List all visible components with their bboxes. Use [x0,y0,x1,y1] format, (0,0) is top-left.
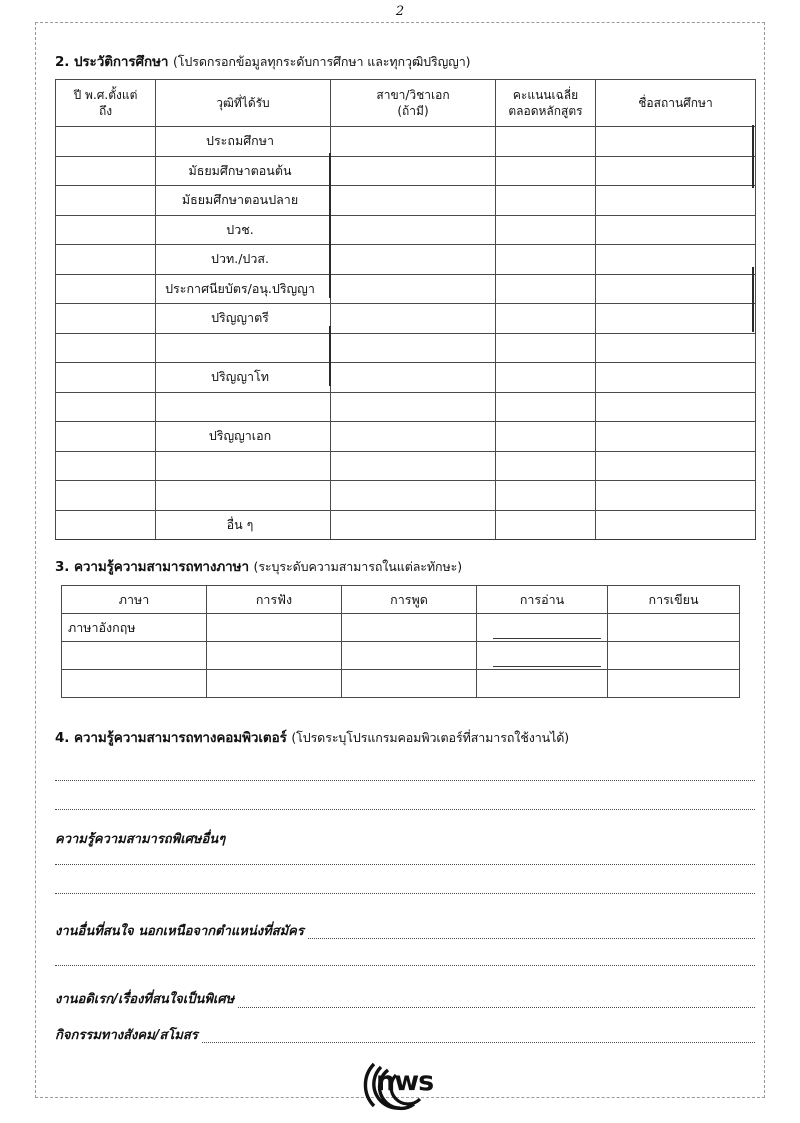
col-header-language: ภาษา [62,586,207,614]
social-activity-input[interactable] [202,1031,755,1043]
special-skills-label: ความรู้ความสามารถพิเศษอื่นๆ [55,832,226,847]
cell-reading[interactable] [477,670,608,698]
cell-level: อื่น ๆ [156,510,331,540]
cell-year[interactable] [56,451,156,481]
table-row [56,304,756,334]
table-row [56,156,756,186]
cell-listening[interactable] [207,642,342,670]
col-header-gpa-line2: ตลอดหลักสูตร [508,104,583,118]
social-activity-label: กิจกรรมทางสังคม/สโมสร [55,1027,198,1043]
cell-level: ปวช. [156,215,331,245]
cell-school[interactable] [596,392,756,422]
spacer [55,810,755,832]
cell-gpa[interactable] [496,451,596,481]
cell-year[interactable] [56,392,156,422]
cell-listening[interactable] [207,670,342,698]
cell-school[interactable] [596,156,756,186]
cell-speaking[interactable] [342,642,477,670]
cell-gpa[interactable] [496,510,596,540]
table-row [56,333,756,363]
cell-school[interactable] [596,422,756,452]
cell-year[interactable] [56,304,156,334]
cell-speaking[interactable] [342,614,477,642]
cell-writing[interactable] [608,614,740,642]
col-header-reading: การอ่าน [477,586,608,614]
table-row [56,510,756,540]
table-row [56,127,756,157]
table-row [56,363,756,393]
cell-gpa[interactable] [496,274,596,304]
cell-writing[interactable] [608,642,740,670]
table-row [62,670,740,698]
cell-gpa[interactable] [496,481,596,511]
cell-speaking[interactable] [342,670,477,698]
cell-school[interactable] [596,186,756,216]
cell-major[interactable] [331,333,496,363]
section-3-heading [55,555,755,577]
cell-year[interactable] [56,363,156,393]
section-3-number: 3. [55,559,70,575]
table-row [56,274,756,304]
cell-gpa[interactable] [496,363,596,393]
cell-level[interactable] [156,451,331,481]
spacer [55,1008,755,1028]
cell-major[interactable] [331,363,496,393]
cell-major[interactable] [331,274,496,304]
table-row [56,481,756,511]
cell-gpa[interactable] [496,156,596,186]
cell-level: ปริญญาเอก [156,422,331,452]
cell-level[interactable] [156,481,331,511]
cell-school[interactable] [596,274,756,304]
col-header-listening: การฟัง [207,586,342,614]
spacer [55,748,755,780]
col-header-speaking: การพูด [342,586,477,614]
cell-language: ภาษาอังกฤษ [62,614,207,642]
cell-major[interactable] [331,510,496,540]
language-table-header-row [62,586,740,614]
table-row [56,451,756,481]
cell-gpa[interactable] [496,304,596,334]
table-row [62,642,740,670]
cell-level: ปวท./ปวส. [156,245,331,275]
nws-logo [340,1058,460,1112]
table-row [56,392,756,422]
col-header-degree: วุฒิที่ได้รับ [156,80,331,127]
cell-major[interactable] [331,215,496,245]
cell-school[interactable] [596,363,756,393]
table-row [56,245,756,275]
col-header-gpa [496,80,596,127]
cell-major[interactable] [331,392,496,422]
other-interest-label: งานอื่นที่สนใจ นอกเหนือจากตำแหน่งที่สมัคร [55,923,304,939]
cell-year[interactable] [56,215,156,245]
cell-listening[interactable] [207,614,342,642]
other-interest-input[interactable] [308,927,755,939]
section-2-title: ประวัติการศึกษา [73,54,169,70]
cell-gpa[interactable] [496,392,596,422]
col-header-year-line1: ปี พ.ศ.ตั้งแต่ [73,87,138,102]
nws-logo-text: nws [376,1066,434,1097]
col-header-gpa-line1: คะแนนเฉลี่ย [512,87,579,102]
cell-reading[interactable] [477,642,608,670]
cell-gpa[interactable] [496,127,596,157]
cell-year[interactable] [56,274,156,304]
cell-school[interactable] [596,127,756,157]
hobby-label: งานอดิเรก/เรื่องที่สนใจเป็นพิเศษ [55,992,235,1008]
table-row [62,614,740,642]
cell-level: ปริญญาโท [156,363,331,393]
language-table [61,585,740,698]
spacer [55,781,755,809]
cell-major[interactable] [331,481,496,511]
cell-level[interactable] [156,392,331,422]
cell-reading[interactable] [477,614,608,642]
section-2-heading [55,50,755,72]
cell-gpa[interactable] [496,215,596,245]
cell-level: ประกาศนียบัตร/อนุ.ปริญญา [156,274,331,304]
cell-gpa[interactable] [496,245,596,275]
section-2-note: (โปรดกรอกข้อมูลทุกระดับการศึกษา และทุกวุฒิปริญญา) [173,54,471,69]
cell-major[interactable] [331,245,496,275]
col-header-major-line1: สาขา/วิชาเอก [376,87,450,102]
section-3-title: ความรู้ความสามารถทางภาษา [73,559,249,575]
cell-year[interactable] [56,510,156,540]
other-interest-row [55,924,755,940]
cell-year[interactable] [56,156,156,186]
education-table [55,79,756,540]
cell-year[interactable] [56,127,156,157]
cell-level: มัธยมศึกษาตอนต้น [156,156,331,186]
cell-school[interactable] [596,245,756,275]
cell-year[interactable] [56,186,156,216]
col-header-writing: การเขียน [608,586,740,614]
cell-year[interactable] [56,333,156,363]
col-header-school: ชื่อสถานศึกษา [596,80,756,127]
cell-level: ปริญญาตรี [156,304,331,334]
cell-major[interactable] [331,186,496,216]
table-row [56,215,756,245]
section-4-number: 4. [55,730,70,746]
cell-school[interactable] [596,215,756,245]
cell-school[interactable] [596,510,756,540]
cell-major[interactable] [331,127,496,157]
col-header-year [56,80,156,127]
footer-logo [0,1058,800,1112]
cell-language[interactable] [62,642,207,670]
section-4-heading [55,726,755,748]
cell-major[interactable] [331,156,496,186]
cell-year[interactable] [56,481,156,511]
cell-school[interactable] [596,304,756,334]
education-table-header-row [56,80,756,127]
cell-year[interactable] [56,245,156,275]
spacer [55,848,755,864]
cell-level: ประถมศึกษา [156,127,331,157]
cell-school[interactable] [596,333,756,363]
section-4-note: (โปรดระบุโปรแกรมคอมพิวเตอร์ที่สามารถใช้งานได้) [291,730,570,745]
cell-language[interactable] [62,670,207,698]
section-4-title: ความรู้ความสามารถทางคอมพิวเตอร์ [73,730,287,746]
cell-major[interactable] [331,451,496,481]
hobby-row [55,992,755,1008]
section-2-number: 2. [55,54,70,70]
cell-school[interactable] [596,451,756,481]
cell-major[interactable] [331,422,496,452]
cell-year[interactable] [56,422,156,452]
col-header-major-line2: (ถ้ามี) [397,104,429,118]
col-header-major [331,80,496,127]
table-row [56,422,756,452]
cell-level[interactable] [156,333,331,363]
page-content [55,50,755,1043]
cell-gpa[interactable] [496,333,596,363]
col-header-year-line2: ถึง [98,104,113,118]
language-table-wrapper [55,585,755,698]
spacer [55,939,755,965]
cell-level: มัธยมศึกษาตอนปลาย [156,186,331,216]
section-3-note: (ระบุระดับความสามารถในแต่ละทักษะ) [253,559,463,574]
spacer [55,966,755,992]
spacer [55,865,755,893]
spacer [55,894,755,924]
page-number: 2 [395,4,405,19]
hobby-input[interactable] [238,996,755,1008]
social-activity-row [55,1028,755,1044]
cell-writing[interactable] [608,670,740,698]
cell-gpa[interactable] [496,186,596,216]
table-row [56,186,756,216]
education-table-wrapper [55,79,755,540]
cell-school[interactable] [596,481,756,511]
cell-gpa[interactable] [496,422,596,452]
cell-major[interactable] [331,304,496,334]
